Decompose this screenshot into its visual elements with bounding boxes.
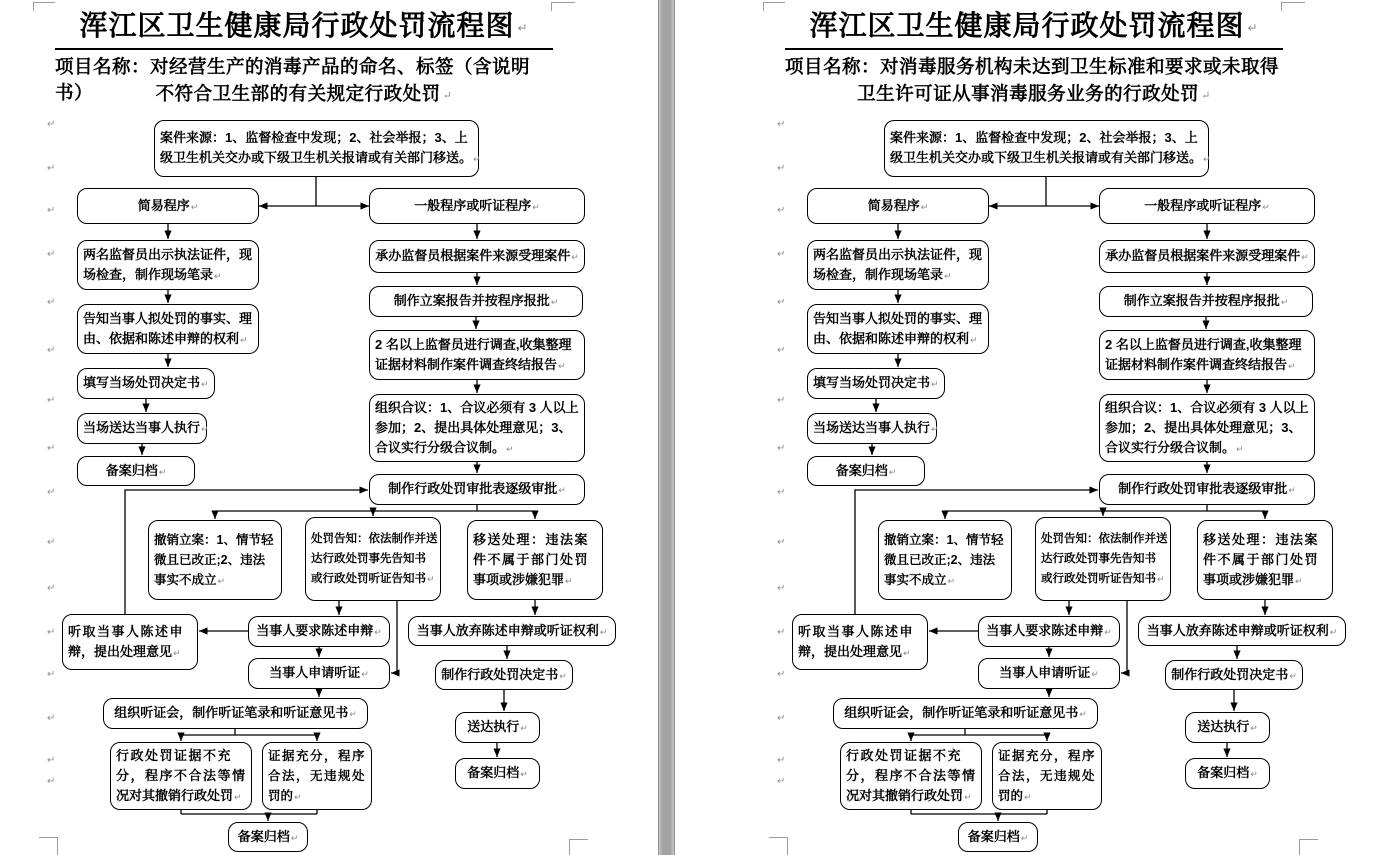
document-page-2 xyxy=(675,0,1387,855)
paragraph-mark: ↵ xyxy=(777,713,786,724)
flow-box-hear-statement xyxy=(792,614,928,670)
flow-box-penalty-notice xyxy=(1035,517,1171,601)
flow-box-general-procedure xyxy=(369,188,585,224)
arrowhead xyxy=(1261,511,1268,520)
page-2-content xyxy=(777,0,1350,855)
project-name-text: 对消毒服务机构未达到卫生标准和要求或未取得 xyxy=(880,58,1280,78)
flow-box-transfer-handling xyxy=(1197,520,1333,600)
paragraph-mark: ↵ xyxy=(777,583,786,594)
flow-box-line: 送达执行 ↵ xyxy=(467,717,528,738)
flow-box-file-archive-bottom xyxy=(228,822,308,852)
flow-box-line: 2 名以上监督员进行调查,收集整理 xyxy=(375,336,572,352)
arrowhead xyxy=(531,511,538,520)
flow-box-case-source xyxy=(884,120,1209,177)
arrowhead xyxy=(335,607,342,616)
flow-box-line: 或行政处罚听证告知书 ↵ xyxy=(1041,569,1165,589)
flow-box-line: 或行政处罚听证告知书 ↵ xyxy=(311,569,435,589)
flow-box-file-archive-left xyxy=(77,456,195,486)
flow-box-line: 备案归档 ↵ xyxy=(836,461,897,482)
flow-box-approval-form xyxy=(1099,474,1315,505)
flow-box-general-procedure xyxy=(1099,188,1315,224)
arrowhead xyxy=(315,689,322,698)
flow-box-line: 当事人要求陈述申辩 ↵ xyxy=(256,621,382,642)
flow-box-case-report xyxy=(369,286,583,317)
arrowhead xyxy=(164,359,171,368)
flow-box-line: 事项或涉嫌犯罪 ↵ xyxy=(1203,570,1303,591)
paragraph-mark: ↵ xyxy=(777,669,786,680)
arrowhead xyxy=(994,813,1001,822)
flow-box-line: 告知当事人拟处罚的事实、理 xyxy=(83,310,253,326)
arrowhead xyxy=(177,733,184,742)
arrowhead xyxy=(1045,649,1052,658)
arrowhead xyxy=(1223,749,1230,758)
paragraph-mark: ↵ xyxy=(47,297,56,308)
flow-box-line: 况对其撤销行政处罚 ↵ xyxy=(846,786,972,807)
flow-box-make-decision xyxy=(435,660,573,690)
flow-box-line: 罚的 ↵ xyxy=(998,786,1032,807)
flow-box-line: 一般程序或听证程序 ↵ xyxy=(414,196,540,217)
flow-box-line: 简易程序 ↵ xyxy=(868,196,929,217)
arrowhead xyxy=(989,202,998,209)
project-name-label: 项目名称： xyxy=(785,58,881,78)
flow-box-line: 证据材料制作案件调查终结报告 ↵ xyxy=(1105,355,1296,376)
arrowhead xyxy=(1045,689,1052,698)
flow-box-file-archive-right xyxy=(1185,758,1270,789)
arrowhead xyxy=(894,359,901,368)
page-title: 浑江区卫生健康局行政处罚流程图 ↵ xyxy=(55,6,553,48)
flow-box-line: 组织听证会，制作听证笔录和听证意见书 ↵ xyxy=(114,703,357,724)
flow-box-line: 达行政处罚事先告知书 xyxy=(311,553,426,565)
arrowhead xyxy=(473,385,480,394)
flow-box-inspectors-show-credentials xyxy=(807,240,989,290)
flow-box-insufficient-evidence xyxy=(840,742,982,810)
arrowhead xyxy=(473,465,480,474)
arrowhead xyxy=(473,231,480,240)
paragraph-mark: ↵ xyxy=(777,345,786,356)
flow-box-line: 制作立案报告并按程序报批 ↵ xyxy=(1124,291,1289,312)
flow-box-line: 行政处罚证据不充 xyxy=(846,747,963,763)
paragraph-mark: ↵ xyxy=(777,487,786,498)
flow-box-line: 分，程序不合法等情 xyxy=(846,767,977,783)
arrowhead xyxy=(1203,385,1210,394)
flow-box-line: 辩，提出处理意见 ↵ xyxy=(68,642,181,663)
paragraph-mark: ↵ xyxy=(47,776,56,787)
arrowhead xyxy=(1065,607,1072,616)
flow-box-line: 简易程序 ↵ xyxy=(138,196,199,217)
flow-box-line: 况对其撤销行政处罚 ↵ xyxy=(116,786,242,807)
flow-box-line: 备案归档 ↵ xyxy=(1197,763,1258,784)
arrowhead xyxy=(1203,465,1210,474)
paragraph-mark: ↵ xyxy=(777,395,786,406)
text-boundary-mark xyxy=(763,2,785,11)
paragraph-mark: ↵ xyxy=(47,583,56,594)
flow-box-line: 由、依据和陈述申辩的权利 ↵ xyxy=(813,329,978,350)
flow-box-file-archive-bottom xyxy=(958,822,1038,852)
paragraph-mark: ↵ xyxy=(777,163,786,174)
flow-box-line: 当事人放弃陈述申辩或听证权利 ↵ xyxy=(1147,621,1338,642)
arrowhead xyxy=(369,508,376,517)
flow-box-line: 合议实行分级合议制。 ↵ xyxy=(375,438,514,459)
flow-box-line: 制作立案报告并按程序报批 ↵ xyxy=(394,291,559,312)
flow-box-penalty-notice xyxy=(305,517,441,601)
arrowhead xyxy=(500,703,507,712)
arrowhead xyxy=(1261,607,1268,616)
arrowhead xyxy=(929,627,938,634)
flow-box-line: 证据材料制作案件调查终结报告 ↵ xyxy=(375,355,566,376)
flow-box-onsite-delivery xyxy=(77,413,207,444)
flow-box-line: 备案归档 ↵ xyxy=(467,763,528,784)
paragraph-mark: ↵ xyxy=(47,119,56,130)
paragraph-mark: ↵ xyxy=(777,297,786,308)
arrowhead xyxy=(199,627,208,634)
flow-box-party-request-statement xyxy=(248,616,390,647)
flow-box-line: 合议实行分级合议制。 ↵ xyxy=(1105,438,1244,459)
paragraph-mark: ↵ xyxy=(777,755,786,766)
flow-box-line: 一般程序或听证程序 ↵ xyxy=(1144,196,1270,217)
arrowhead xyxy=(361,202,370,209)
flow-box-case-source xyxy=(154,120,479,177)
flow-box-line: 分，程序不合法等情 xyxy=(116,767,247,783)
paragraph-mark: ↵ xyxy=(47,487,56,498)
arrowhead xyxy=(1090,486,1099,493)
paragraph-mark: ↵ xyxy=(777,443,786,454)
flow-box-make-decision xyxy=(1165,660,1303,690)
arrowhead xyxy=(472,321,479,330)
flow-box-file-archive-right xyxy=(455,758,540,789)
project-name-line2: 卫生许可证从事消毒服务业务的行政处罚 ↵ xyxy=(785,82,1283,109)
arrowhead xyxy=(1121,669,1130,676)
flow-box-line: 参加；2、提出具体处理意见；3、 xyxy=(1105,419,1302,435)
arrowhead xyxy=(493,749,500,758)
flow-box-line: 组织合议：1、合议必须有 3 人以上 xyxy=(1105,399,1309,415)
arrowhead xyxy=(211,511,218,520)
flow-box-revoke-case xyxy=(148,520,282,600)
flow-box-line: 微且已改正;2、违法 xyxy=(154,552,266,567)
flow-box-line: 微且已改正;2、违法 xyxy=(884,552,996,567)
flow-box-party-waive xyxy=(1138,616,1346,646)
flow-box-hear-statement xyxy=(62,614,198,670)
paragraph-mark: ↵ xyxy=(47,345,56,356)
project-name-text: 对经营生产的消毒产品的命名、标签（含说明书） xyxy=(55,58,531,104)
paragraph-mark: ↵ xyxy=(777,249,786,260)
flow-box-line: 制作行政处罚决定书 ↵ xyxy=(1171,665,1297,686)
paragraph-mark: ↵ xyxy=(777,776,786,787)
flowchart xyxy=(47,0,620,855)
connector-line xyxy=(1121,601,1127,673)
flow-box-hearing-meeting xyxy=(103,698,368,729)
flow-box-line: 行政处罚证据不充 xyxy=(116,747,233,763)
arrowhead xyxy=(503,651,510,660)
flow-box-line: 合法，无违规处 xyxy=(998,768,1097,783)
flow-box-insufficient-evidence xyxy=(110,742,252,810)
flow-box-line: 制作行政处罚审批表逐级审批 ↵ xyxy=(388,479,566,500)
paragraph-mark: ↵ xyxy=(47,627,56,638)
paragraph-mark: ↵ xyxy=(47,669,56,680)
flow-box-line: 当事人申请听证 ↵ xyxy=(269,663,369,684)
paragraph-mark: ↵ xyxy=(47,713,56,724)
paragraph-mark: ↵ xyxy=(777,119,786,130)
flow-box-sufficient-evidence xyxy=(262,742,372,810)
arrowhead xyxy=(164,231,171,240)
flow-box-investigation xyxy=(1099,330,1315,380)
flow-box-line: 当事人放弃陈述申辩或听证权利 ↵ xyxy=(417,621,608,642)
flow-box-line: 听取当事人陈述申 xyxy=(798,623,915,639)
arrowhead xyxy=(1233,651,1240,660)
flow-box-line: 案件来源：1、监督检查中发现；2、社会举报；3、上 xyxy=(160,130,468,145)
flow-box-party-waive xyxy=(408,616,616,646)
arrowhead xyxy=(142,404,149,413)
flow-box-file-archive-left xyxy=(807,456,925,486)
flow-box-line: 级卫生机关交办或下级卫生机关报请或有关部门移送。 ↵ xyxy=(890,148,1211,169)
text-boundary-mark xyxy=(33,2,55,11)
flow-box-collegial-discussion xyxy=(1099,394,1315,462)
page-1-content xyxy=(47,0,620,855)
arrowhead xyxy=(1203,231,1210,240)
flow-box-line: 达行政处罚事先告知书 xyxy=(1041,553,1156,565)
flow-box-line: 当场送达当事人执行 ↵ xyxy=(813,418,939,439)
flow-box-line: 件不属于部门处罚 xyxy=(473,551,590,567)
flow-box-line: 备案归档 ↵ xyxy=(106,461,167,482)
flow-box-line: 组织听证会，制作听证笔录和听证意见书 ↵ xyxy=(844,703,1087,724)
arrowhead xyxy=(313,733,320,742)
flow-box-line: 填写当场处罚决定书 ↵ xyxy=(83,373,209,394)
arrowhead xyxy=(164,295,171,304)
flow-box-line: 当事人要求陈述申辩 ↵ xyxy=(986,621,1112,642)
connector-line xyxy=(391,601,397,673)
flow-box-line: 件不属于部门处罚 xyxy=(1203,551,1320,567)
flow-box-simple-procedure xyxy=(77,188,259,224)
arrowhead xyxy=(1202,321,1209,330)
flow-box-deliver-execute xyxy=(1185,712,1270,743)
flow-box-line: 参加；2、提出具体处理意见；3、 xyxy=(375,419,572,435)
flow-box-line: 处罚告知：依法制作并送 xyxy=(311,533,438,545)
flow-box-revoke-case xyxy=(878,520,1012,600)
flow-box-line: 事项或涉嫌犯罪 ↵ xyxy=(473,570,573,591)
project-name-label: 项目名称： xyxy=(55,58,151,78)
flow-box-approval-form xyxy=(369,474,585,505)
flow-box-line: 当场送达当事人执行 ↵ xyxy=(83,418,209,439)
flow-box-deliver-execute xyxy=(455,712,540,743)
arrowhead xyxy=(1230,703,1237,712)
flow-box-inform-party-facts xyxy=(77,304,259,354)
arrowhead xyxy=(360,486,369,493)
flow-box-line: 备案归档 ↵ xyxy=(238,827,299,848)
paragraph-mark: ↵ xyxy=(47,395,56,406)
flow-box-line: 备案归档 ↵ xyxy=(968,827,1029,848)
flow-box-line: 级卫生机关交办或下级卫生机关报请或有关部门移送。 ↵ xyxy=(160,148,481,169)
flow-box-case-report xyxy=(1099,286,1313,317)
flow-box-party-request-hearing xyxy=(978,658,1120,689)
page-title: 浑江区卫生健康局行政处罚流程图 ↵ xyxy=(785,6,1283,48)
flow-box-line: 合法，无违规处 xyxy=(268,768,367,783)
flow-box-sufficient-evidence xyxy=(992,742,1102,810)
flow-box-line: 承办监督员根据案件来源受理案件 ↵ xyxy=(375,246,579,267)
flow-box-line: 撤销立案：1、情节轻 xyxy=(154,532,274,547)
flow-box-line: 案件来源：1、监督检查中发现；2、社会举报；3、上 xyxy=(890,130,1198,145)
flow-box-hearing-meeting xyxy=(833,698,1098,729)
flow-box-line: 由、依据和陈述申辩的权利 ↵ xyxy=(83,329,248,350)
flow-box-line: 辩，提出处理意见 ↵ xyxy=(798,642,911,663)
flow-box-line: 告知当事人拟处罚的事实、理 xyxy=(813,310,983,326)
flow-box-inspectors-show-credentials xyxy=(77,240,259,290)
paragraph-mark: ↵ xyxy=(777,627,786,638)
flowchart xyxy=(777,0,1350,855)
flow-box-line: 2 名以上监督员进行调查,收集整理 xyxy=(1105,336,1302,352)
arrowhead xyxy=(315,649,322,658)
flow-box-line: 填写当场处罚决定书 ↵ xyxy=(813,373,939,394)
flow-box-accept-case xyxy=(369,240,585,273)
flow-box-onsite-delivery xyxy=(807,413,937,444)
arrowhead xyxy=(473,277,480,286)
arrowhead xyxy=(872,404,879,413)
paragraph-mark: ↵ xyxy=(47,537,56,548)
paragraph-mark: ↵ xyxy=(47,163,56,174)
flow-box-line: 场检查，制作现场笔录 ↵ xyxy=(813,265,952,286)
flow-box-line: 当事人申请听证 ↵ xyxy=(999,663,1099,684)
flow-box-line: 场检查，制作现场笔录 ↵ xyxy=(83,265,222,286)
flow-box-line: 制作行政处罚决定书 ↵ xyxy=(441,665,567,686)
flow-box-line: 制作行政处罚审批表逐级审批 ↵ xyxy=(1118,479,1296,500)
arrowhead xyxy=(907,733,914,742)
flow-box-line: 两名监督员出示执法证件，现 xyxy=(813,246,983,262)
flow-box-fill-onsite-decision xyxy=(77,368,215,399)
flow-box-transfer-handling xyxy=(467,520,603,600)
document-page-1 xyxy=(0,0,658,855)
arrowhead xyxy=(264,813,271,822)
arrowhead xyxy=(531,607,538,616)
flow-box-party-request-hearing xyxy=(248,658,390,689)
arrowhead xyxy=(868,447,875,456)
flow-box-line: 组织合议：1、合议必须有 3 人以上 xyxy=(375,399,579,415)
paragraph-mark: ↵ xyxy=(47,249,56,260)
arrowhead xyxy=(259,202,268,209)
arrowhead xyxy=(894,295,901,304)
flow-box-investigation xyxy=(369,330,585,380)
paragraph-mark: ↵ xyxy=(47,755,56,766)
flow-box-line: 承办监督员根据案件来源受理案件 ↵ xyxy=(1105,246,1309,267)
flow-box-simple-procedure xyxy=(807,188,989,224)
arrowhead xyxy=(1091,202,1100,209)
flow-box-line: 两名监督员出示执法证件，现 xyxy=(83,246,253,262)
arrowhead xyxy=(894,231,901,240)
flow-box-line: 事实不成立 ↵ xyxy=(154,570,225,591)
flow-box-fill-onsite-decision xyxy=(807,368,945,399)
flow-box-party-request-statement xyxy=(978,616,1120,647)
arrowhead xyxy=(1099,508,1106,517)
arrowhead xyxy=(138,447,145,456)
flow-box-line: 罚的 ↵ xyxy=(268,786,302,807)
project-name-line2: 不符合卫生部的有关规定行政处罚 ↵ xyxy=(55,82,553,109)
flow-box-line: 撤销立案：1、情节轻 xyxy=(884,532,1004,547)
flow-box-collegial-discussion xyxy=(369,394,585,462)
arrowhead xyxy=(941,511,948,520)
flow-box-line: 证据充分，程序 xyxy=(268,748,367,763)
flow-box-line: 事实不成立 ↵ xyxy=(884,570,955,591)
arrowhead xyxy=(391,669,400,676)
paragraph-mark: ↵ xyxy=(47,205,56,216)
paragraph-mark: ↵ xyxy=(47,443,56,454)
arrowhead xyxy=(1203,277,1210,286)
flow-box-inform-party-facts xyxy=(807,304,989,354)
flow-box-line: 证据充分，程序 xyxy=(998,748,1097,763)
flow-box-line: 听取当事人陈述申 xyxy=(68,623,185,639)
page-divider xyxy=(658,0,675,855)
arrowhead xyxy=(1043,733,1050,742)
paragraph-mark: ↵ xyxy=(777,537,786,548)
paragraph-mark: ↵ xyxy=(777,205,786,216)
flow-box-accept-case xyxy=(1099,240,1315,273)
flow-box-line: 处罚告知：依法制作并送 xyxy=(1041,533,1168,545)
flow-box-line: 送达执行 ↵ xyxy=(1197,717,1258,738)
flow-box-line: 移送处理：违法案 xyxy=(1203,531,1320,547)
flow-box-line: 移送处理：违法案 xyxy=(473,531,590,547)
